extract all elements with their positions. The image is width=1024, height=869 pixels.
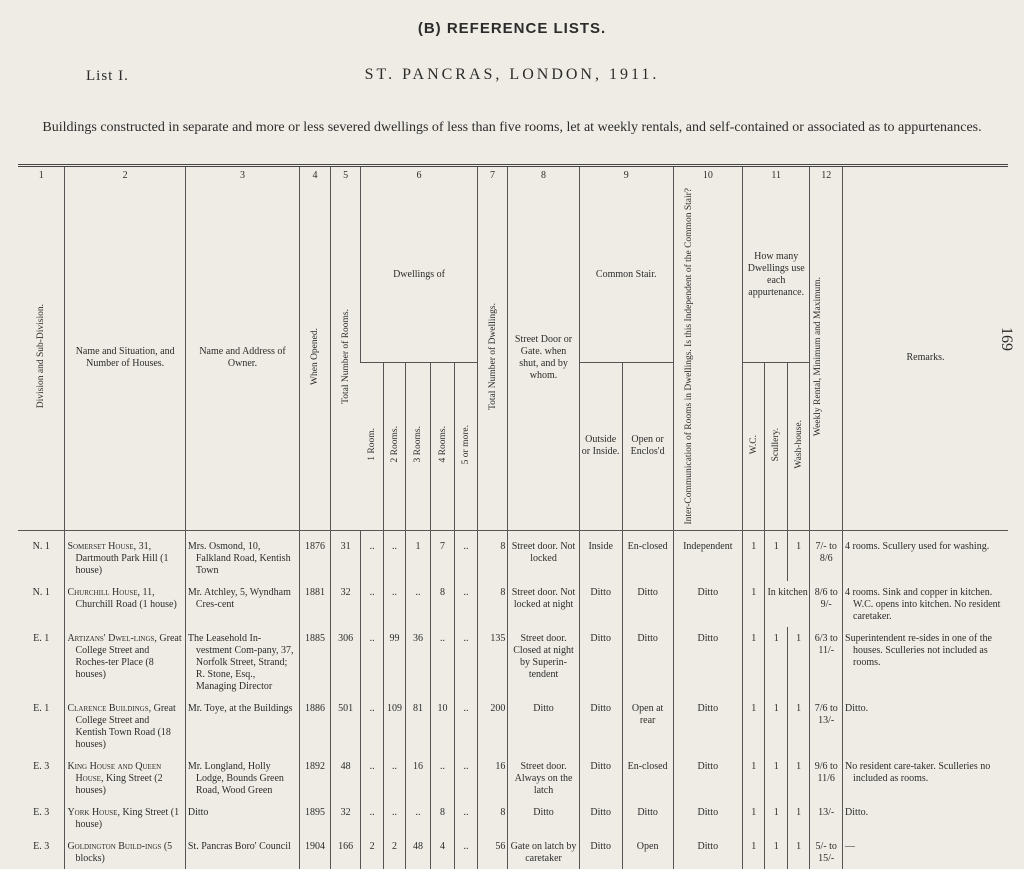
cell-wash-house: 1 [787,627,809,697]
col-num: 10 [673,166,742,188]
cell-total-dwellings: 8 [477,801,508,835]
cell-owner: Mrs. Osmond, 10, Falkland Road, Kentish Town [185,530,299,581]
cell-total-dwellings: 8 [477,530,508,581]
cell-opened: 1895 [300,801,331,835]
cell-room-1: .. [361,801,383,835]
cell-opened: 1885 [300,627,331,697]
cell-street-door: Ditto [508,801,579,835]
building-name: York House, [67,806,120,818]
table-row [18,627,1008,697]
cell-stair-position: Ditto [579,627,622,697]
cell-room-3: 16 [406,755,430,801]
cell-stair-position: Ditto [579,835,622,869]
cell-name [65,627,185,697]
cell-scullery: 1 [765,697,787,755]
cell-stair-type: En-closed [622,755,673,801]
cell-stair-position: Ditto [579,697,622,755]
header-room-1: 1 Room. [361,363,383,530]
cell-rental: 6/3 to 11/- [810,627,843,697]
cell-division: N. 1 [32,586,50,598]
cell-room-3: .. [406,801,430,835]
cell-remarks: — [843,835,1008,869]
table-row [18,801,1008,835]
cell-room-5: .. [455,835,477,869]
cell-wash-house: 1 [787,755,809,801]
cell-rental: 9/6 to 11/6 [810,755,843,801]
cell-owner: Ditto [185,801,299,835]
cell-room-1: .. [361,697,383,755]
cell-rental: 5/- to 15/- [810,835,843,869]
cell-room-2: .. [383,755,405,801]
col-num: 4 [300,166,331,188]
cell-remarks: 4 rooms. Scullery used for washing. [843,530,1008,581]
cell-intercommunication: Ditto [673,627,742,697]
cell-wash-house: 1 [787,835,809,869]
reference-table [18,164,1008,869]
cell-intercommunication: Ditto [673,755,742,801]
cell-name [65,697,185,755]
cell-scullery: 1 [765,801,787,835]
cell-wash-house: 1 [787,801,809,835]
cell-stair-type: En-closed [622,530,673,581]
col-num: 7 [477,166,508,188]
cell-street-door: Street door. Closed at night by Superin-tendent [508,627,579,697]
cell-room-3: .. [406,581,430,627]
list-label: List I. [86,68,129,84]
header-dwellings-of: Dwellings of [361,187,477,363]
cell-scullery: 1 [765,627,787,697]
building-situation: 11, Churchill Road (1 house) [75,586,177,610]
cell-street-door: Street door. Always on the latch [508,755,579,801]
header-outside-inside: Outside or Inside. [579,363,622,530]
cell-room-1: .. [361,530,383,581]
header-open-enclosed: Open or Enclos'd [622,363,673,530]
building-situation: Great College Street and Roches-ter Place (8 houses) [75,632,182,680]
cell-stair-type: Open [622,835,673,869]
page-number: 169 [998,327,1015,351]
cell-room-4: 10 [430,697,454,755]
col-num: 1 [18,166,65,188]
cell-room-2: .. [383,581,405,627]
cell-total-dwellings: 135 [477,627,508,697]
cell-intercommunication: Independent [673,530,742,581]
cell-division: N. 1 [32,540,50,552]
cell-room-2: 99 [383,627,405,697]
cell-street-door: Gate on latch by caretaker [508,835,579,869]
building-name: Artizans' Dwel-lings, [67,632,157,644]
cell-remarks: Superintendent re-sides in one of the houses. Sculleries not included as rooms. [843,627,1008,697]
cell-room-4: .. [430,755,454,801]
cell-room-2: 109 [383,697,405,755]
cell-room-5: .. [455,530,477,581]
header-intercommunication: Inter-Communication of Rooms in Dwellings. Is this Independent of the Common Stair? [673,187,742,530]
cell-opened: 1876 [300,530,331,581]
cell-room-2: 2 [383,835,405,869]
cell-division: E. 1 [33,632,50,644]
cell-remarks: 4 rooms. Sink and copper in kitchen. W.C. opens into kitchen. No resident caretaker. [843,581,1008,627]
cell-room-1: .. [361,627,383,697]
col-num: 6 [361,166,477,188]
cell-wc: 1 [743,581,765,627]
cell-room-1: .. [361,755,383,801]
cell-total-rooms: 31 [330,530,361,581]
col-num: 3 [185,166,299,188]
cell-name [65,801,185,835]
building-situation: King Street (1 house) [75,806,180,830]
cell-intercommunication: Ditto [673,835,742,869]
cell-room-2: .. [383,530,405,581]
building-situation: 31, Dartmouth Park Hill (1 house) [75,540,169,576]
building-name: Clarence Buildings, [67,702,152,714]
header-street-door: Street Door or Gate. when shut, and by whom. [508,187,579,530]
cell-remarks: No resident care-taker. Sculleries no included as rooms. [843,755,1008,801]
header-opened: When Opened. [300,187,331,530]
intro-text: Buildings constructed in separate and more or less severed dwellings of less than five rooms, let at weekly rentals, and self-contained or associated as to appurtenances. [42,120,982,135]
table-row [18,697,1008,755]
header-wc: W.C. [743,363,765,530]
header-row [18,187,1008,363]
cell-owner: The Leasehold In-vestment Com-pany, 37, Norfolk Street, Strand; R. Stone, Esq., Managing Director [185,627,299,697]
cell-room-4: 7 [430,530,454,581]
cell-scullery: 1 [765,835,787,869]
cell-total-dwellings: 8 [477,581,508,627]
cell-name [65,530,185,581]
cell-wc: 1 [743,697,765,755]
table-title: ST. PANCRAS, LONDON, 1911. [364,66,660,83]
cell-total-rooms: 166 [330,835,361,869]
header-wash-house: Wash-house. [787,363,809,530]
header-name: Name and Situation, and Number of Houses. [65,187,185,530]
cell-stair-type: Ditto [622,801,673,835]
header-division: Division and Sub-Division. [18,187,65,530]
cell-stair-position: Inside [579,530,622,581]
cell-division: E. 3 [33,806,50,818]
cell-total-rooms: 32 [330,581,361,627]
cell-division: E. 3 [33,760,50,772]
cell-street-door: Street door. Not locked [508,530,579,581]
cell-owner: St. Pancras Boro' Council [185,835,299,869]
table-row [18,530,1008,581]
cell-opened: 1892 [300,755,331,801]
col-num: 2 [65,166,185,188]
cell-rental: 8/6 to 9/- [810,581,843,627]
table-body [18,530,1008,869]
header-room-5: 5 or more. [455,363,477,530]
cell-total-dwellings: 56 [477,835,508,869]
col-num: 5 [330,166,361,188]
cell-owner: Mr. Atchley, 5, Wyndham Cres-cent [185,581,299,627]
cell-room-1: 2 [361,835,383,869]
column-number-row [18,166,1008,188]
building-situation: Great College Street and Kentish Town Road (18 houses) [75,702,176,750]
col-num: 11 [743,166,810,188]
header-remarks: Remarks. [843,187,1008,530]
header-owner: Name and Address of Owner. [185,187,299,530]
cell-total-dwellings: 200 [477,697,508,755]
cell-wc: 1 [743,801,765,835]
cell-room-5: .. [455,627,477,697]
cell-remarks: Ditto. [843,801,1008,835]
cell-scullery: 1 [765,755,787,801]
cell-stair-position: Ditto [579,581,622,627]
cell-rental: 7/6 to 13/- [810,697,843,755]
cell-name [65,581,185,627]
header-room-3: 3 Rooms. [406,363,430,530]
cell-wc: 1 [743,835,765,869]
cell-stair-position: Ditto [579,755,622,801]
cell-room-1: .. [361,581,383,627]
cell-room-5: .. [455,801,477,835]
cell-division: E. 1 [33,702,50,714]
building-name: Goldington Build-ings [67,840,162,852]
cell-room-4: 8 [430,801,454,835]
cell-room-2: .. [383,801,405,835]
cell-name [65,835,185,869]
cell-stair-type: Open at rear [622,697,673,755]
cell-intercommunication: Ditto [673,801,742,835]
building-situation: King Street (2 houses) [75,772,163,796]
cell-room-5: .. [455,697,477,755]
cell-intercommunication: Ditto [673,697,742,755]
cell-total-rooms: 48 [330,755,361,801]
col-num: 12 [810,166,843,188]
header-rental: Weekly Rental, Minimum and Maximum. [810,187,843,530]
cell-room-3: 81 [406,697,430,755]
header-scullery: Scullery. [765,363,787,530]
col-num: 8 [508,166,579,188]
cell-stair-position: Ditto [579,801,622,835]
col-num: 9 [579,166,673,188]
cell-wc: 1 [743,755,765,801]
cell-opened: 1886 [300,697,331,755]
cell-street-door: Ditto [508,697,579,755]
cell-room-5: .. [455,581,477,627]
col-num [843,166,1008,188]
building-name: Somerset House, [67,540,137,552]
header-room-2: 2 Rooms. [383,363,405,530]
cell-division: E. 3 [33,840,50,852]
header-total-rooms: Total Number of Rooms. [330,187,361,530]
cell-rental: 7/- to 8/6 [810,530,843,581]
header-room-4: 4 Rooms. [430,363,454,530]
cell-street-door: Street door. Not locked at night [508,581,579,627]
cell-wc: 1 [743,530,765,581]
cell-opened: 1904 [300,835,331,869]
cell-room-3: 1 [406,530,430,581]
cell-opened: 1881 [300,581,331,627]
cell-owner: Mr. Toye, at the Buildings [185,697,299,755]
header-total-dwellings: Total Number of Dwellings. [477,187,508,530]
building-name: Churchill House, [67,586,140,598]
cell-rental: 13/- [810,801,843,835]
header-common-stair: Common Stair. [579,187,673,363]
cell-remarks: Ditto. [843,697,1008,755]
cell-room-3: 36 [406,627,430,697]
cell-stair-type: Ditto [622,581,673,627]
cell-room-4: 4 [430,835,454,869]
table-row [18,581,1008,627]
cell-wash-house: 1 [787,530,809,581]
cell-total-rooms: 501 [330,697,361,755]
cell-intercommunication: Ditto [673,581,742,627]
cell-scullery: In kitchen [765,581,810,627]
section-heading: (B) REFERENCE LISTS. [417,20,607,37]
cell-scullery: 1 [765,530,787,581]
building-name: King House and Queen House, [67,760,162,784]
table-row [18,835,1008,869]
cell-owner: Mr. Longland, Holly Lodge, Bounds Green Road, Wood Green [185,755,299,801]
cell-stair-type: Ditto [622,627,673,697]
cell-wc: 1 [743,627,765,697]
header-appurtenance: How many Dwellings use each appurtenance. [743,187,810,363]
cell-room-5: .. [455,755,477,801]
cell-room-3: 48 [406,835,430,869]
building-situation: (5 blocks) [75,840,173,864]
cell-total-rooms: 32 [330,801,361,835]
table-row [18,755,1008,801]
cell-total-dwellings: 16 [477,755,508,801]
cell-total-rooms: 306 [330,627,361,697]
cell-wash-house: 1 [787,697,809,755]
cell-room-4: .. [430,627,454,697]
cell-room-4: 8 [430,581,454,627]
cell-name [65,755,185,801]
